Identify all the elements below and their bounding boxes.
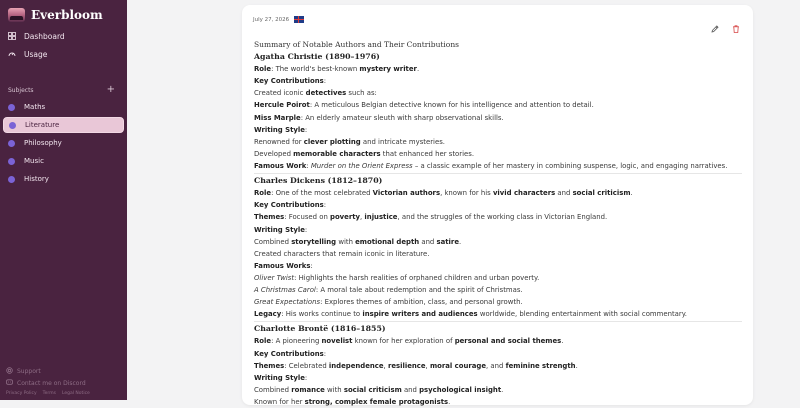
text: . [630, 189, 633, 198]
content-line [254, 211, 744, 223]
subject-item-music[interactable] [3, 153, 124, 169]
bold-text: clever plotting [303, 137, 361, 146]
content-line [254, 112, 744, 124]
bold-text: Famous Works [254, 261, 311, 270]
text: – a classic example of her mastery in combining suspense, logic, and engaging narratives. [412, 161, 728, 170]
nav-item-dashboard[interactable] [0, 27, 127, 45]
text: : His works continue to [281, 310, 363, 319]
text: and [419, 237, 437, 246]
bold-text: Hercule Poirot [254, 101, 310, 110]
text: , [425, 361, 430, 370]
text: and [401, 385, 420, 394]
bold-text: mystery writer [359, 65, 417, 74]
bold-text: injustice [364, 213, 398, 222]
italic-text: Murder on the Orient Express [310, 161, 413, 170]
section-divider [254, 173, 742, 174]
content-line [254, 248, 744, 260]
text: : [306, 161, 311, 170]
bold-text: Themes [254, 361, 285, 370]
text: such as: [346, 89, 377, 98]
bold-text: Role [254, 65, 272, 74]
text: Combined [254, 385, 292, 394]
bold-text: Writing Style [254, 125, 305, 134]
text: . [448, 397, 451, 406]
gauge-icon [8, 50, 16, 58]
subjects-list [0, 99, 127, 187]
bold-text: emotional depth [355, 237, 420, 246]
bold-text: strong, complex female protagonists [304, 397, 449, 406]
bold-text: Role [254, 189, 272, 198]
nav-label: Usage [24, 49, 48, 59]
bold-text: satire [436, 237, 459, 246]
text: : [304, 125, 308, 134]
text: : A pioneering [271, 337, 322, 346]
discord-icon [6, 379, 13, 387]
bold-text: independence [328, 361, 384, 370]
text: : Explores themes of ambition, class, and personal growth. [320, 298, 523, 307]
brand-logo [8, 8, 25, 22]
bold-text: psychological insight [419, 385, 502, 394]
content-line [254, 136, 744, 148]
subjects-title: Subjects [8, 86, 34, 94]
note-title: Summary of Notable Authors and Their Contributions [254, 40, 460, 49]
note-card [242, 5, 753, 405]
text: : [304, 373, 308, 382]
subject-item-maths[interactable] [3, 99, 124, 115]
text: : Focused on [284, 213, 331, 222]
section-divider [254, 321, 742, 322]
text: : A moral tale about redemption and the spirit of Christmas. [315, 285, 523, 294]
bold-text: Key Contributions [254, 349, 324, 358]
note-actions [710, 19, 741, 29]
text: : [323, 349, 327, 358]
content-line [254, 160, 744, 172]
plus-icon[interactable]: + [106, 84, 115, 95]
text: . [575, 361, 578, 370]
main-nav [0, 27, 127, 63]
support-icon [6, 367, 13, 376]
content-line [254, 348, 744, 360]
brand[interactable] [0, 0, 127, 24]
subject-item-philosophy[interactable] [3, 135, 124, 151]
bold-text: memorable characters [293, 149, 381, 158]
subject-dot [8, 140, 15, 147]
bold-text: romance [291, 385, 325, 394]
content-line [254, 308, 744, 320]
bold-text: Victorian authors [372, 189, 441, 198]
bold-text: Key Contributions [254, 201, 324, 210]
subject-label: Maths [24, 103, 46, 111]
text: . [501, 385, 504, 394]
content-line [254, 99, 744, 111]
note-content [254, 39, 744, 408]
discord-label: Contact me on Discord [17, 379, 86, 387]
content-line [254, 284, 744, 296]
bold-text: feminine strength [505, 361, 576, 370]
grid-icon [8, 32, 16, 40]
subject-label: Philosophy [24, 139, 62, 147]
text: , and the struggles of the working class in Victorian England. [397, 213, 608, 222]
sidebar-footer [6, 365, 90, 396]
text: , [383, 361, 388, 370]
support-link[interactable] [6, 365, 90, 377]
content-line [254, 384, 744, 396]
bold-text: Famous Work [254, 161, 307, 170]
subject-dot [8, 104, 15, 111]
text: Created characters that remain iconic in literature. [254, 249, 430, 258]
brand-name: Everbloom [31, 7, 103, 22]
content-line [254, 199, 744, 211]
author-heading: Charlotte Brontë (1816–1855) [254, 324, 386, 334]
support-label: Support [17, 367, 41, 375]
text: with [324, 385, 344, 394]
subject-dot [8, 176, 15, 183]
content-line [254, 272, 744, 284]
bold-text: personal and social themes [454, 337, 562, 346]
italic-text: Oliver Twist [254, 273, 295, 282]
trash-icon[interactable] [731, 19, 741, 29]
text: . [416, 65, 420, 74]
text: Combined [254, 237, 292, 246]
note-meta [253, 16, 304, 23]
text: that enhanced her stories. [380, 149, 475, 158]
content-line [254, 396, 744, 408]
bold-text: inspire writers and audiences [362, 310, 478, 319]
text: . [459, 237, 462, 246]
bold-text: social criticism [572, 189, 631, 198]
text: : [304, 225, 308, 234]
content-line [254, 75, 744, 87]
text: : [310, 261, 313, 270]
text: , and [486, 361, 506, 370]
privacy-link[interactable]: Privacy Policy [6, 391, 37, 396]
content-line [254, 148, 744, 160]
text: : An elderly amateur sleuth with sharp observational skills. [300, 113, 504, 122]
content-line [254, 87, 744, 99]
bold-text: Legacy [254, 310, 282, 319]
author-heading: Agatha Christie (1890–1976) [254, 52, 380, 61]
bold-text: Writing Style [254, 373, 305, 382]
bold-text: novelist [321, 337, 353, 346]
pencil-icon[interactable] [710, 19, 720, 29]
bold-text: storytelling [291, 237, 337, 246]
content-line [254, 360, 744, 372]
bold-text: vivid characters [492, 189, 556, 198]
bold-text: resilience [387, 361, 426, 370]
text: Renowned for [254, 137, 304, 146]
note-date: July 27, 2026 [253, 16, 290, 23]
content-line [254, 372, 744, 384]
text: and [555, 189, 573, 198]
text: Known for her [254, 397, 305, 406]
legal-links [6, 391, 90, 396]
text: : Highlights the harsh realities of orphaned children and urban poverty. [294, 273, 540, 282]
bold-text: Writing Style [254, 225, 305, 234]
text: : The world's best-known [271, 65, 360, 74]
subject-label: History [24, 175, 49, 183]
subject-label: Music [24, 157, 44, 165]
bold-text: moral courage [429, 361, 487, 370]
bold-text: detectives [305, 89, 347, 98]
subject-item-literature[interactable] [3, 117, 124, 133]
subject-dot [9, 122, 16, 129]
text: . [561, 337, 564, 346]
text: , [360, 213, 365, 222]
subject-item-history[interactable] [3, 171, 124, 187]
bold-text: Key Contributions [254, 77, 324, 86]
content-line [254, 335, 744, 347]
content-line [254, 260, 744, 272]
bold-text: poverty [330, 213, 361, 222]
content-line [254, 236, 744, 248]
content-line [254, 124, 744, 136]
nav-item-usage[interactable] [0, 45, 127, 63]
subjects-header [0, 83, 127, 97]
content-line [254, 224, 744, 236]
bold-text: Role [254, 337, 272, 346]
text: : One of the most celebrated [271, 189, 373, 198]
bold-text: Miss Marple [254, 113, 301, 122]
text: worldwide, blending entertainment with social commentary. [477, 310, 687, 319]
sidebar [0, 0, 127, 400]
content-line [254, 296, 744, 308]
subject-label: Literature [25, 121, 60, 129]
text: : Celebrated [284, 361, 329, 370]
text: and intricate mysteries. [360, 137, 445, 146]
text: Developed [254, 149, 294, 158]
bold-text: Themes [254, 213, 285, 222]
subject-dot [8, 158, 15, 165]
discord-link[interactable] [6, 377, 90, 389]
text: : [323, 77, 327, 86]
text: Created iconic [254, 89, 306, 98]
content-line [254, 187, 744, 199]
text: : A meticulous Belgian detective known for his intelligence and attention to detail. [309, 101, 594, 110]
italic-text: A Christmas Carol [254, 285, 316, 294]
author-heading: Charles Dickens (1812–1870) [254, 176, 383, 186]
text: , known for his [440, 189, 493, 198]
text: with [336, 237, 356, 246]
terms-link[interactable]: Terms [42, 391, 56, 396]
uk-flag-icon [294, 16, 304, 23]
text: known for her exploration of [352, 337, 455, 346]
nav-label: Dashboard [24, 31, 65, 41]
legal-notice-link[interactable]: Legal Notice [61, 391, 90, 396]
bold-text: social criticism [343, 385, 402, 394]
italic-text: Great Expectations [254, 298, 321, 307]
content-line [254, 63, 744, 75]
text: : [323, 201, 327, 210]
